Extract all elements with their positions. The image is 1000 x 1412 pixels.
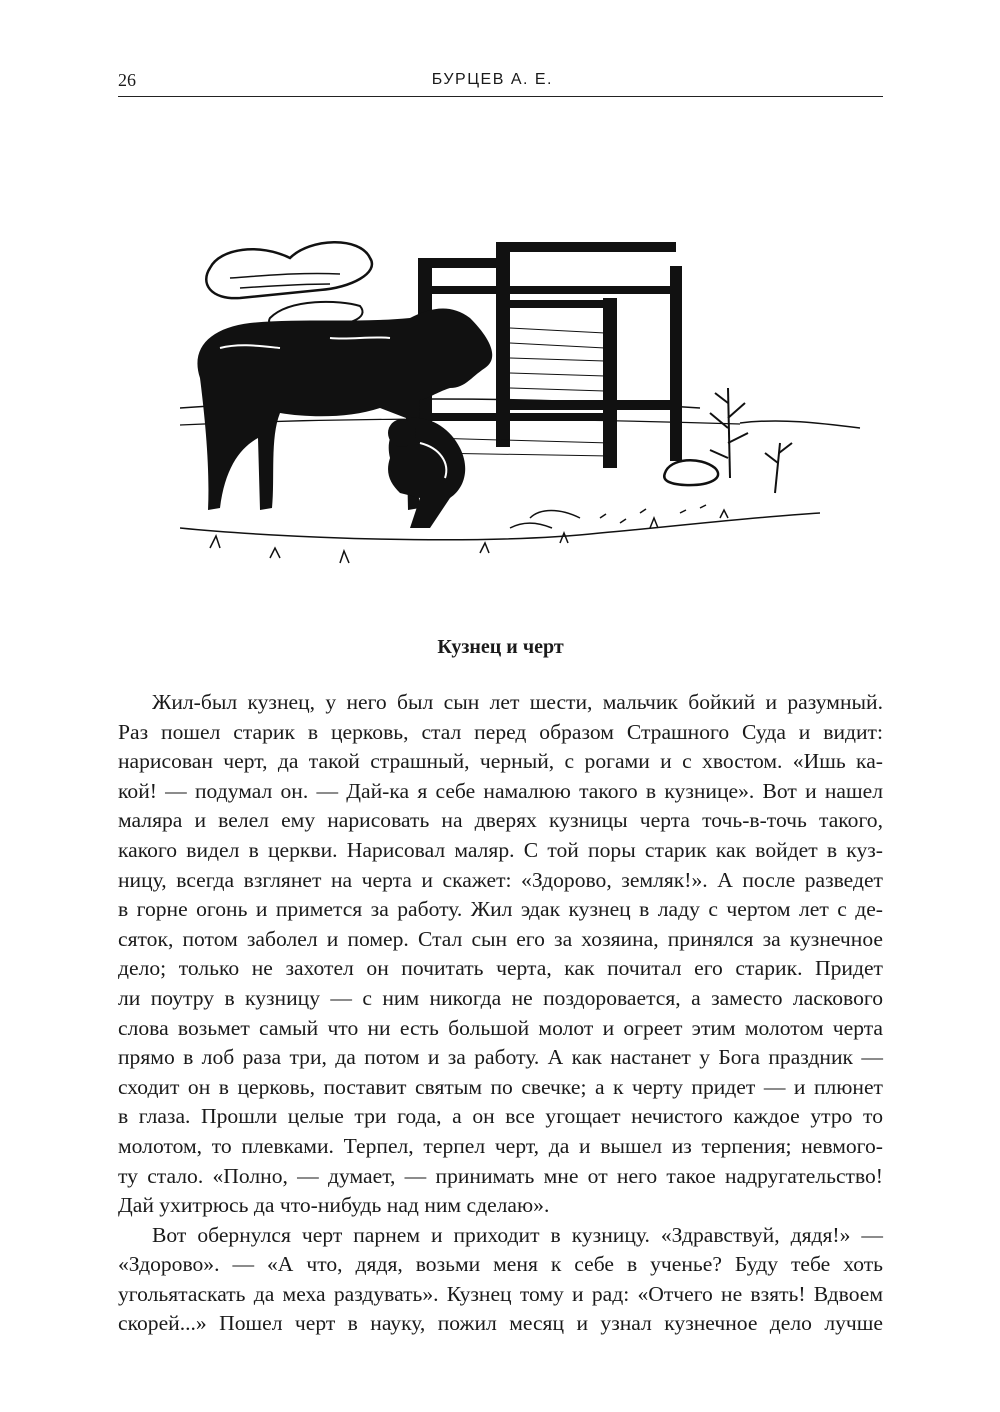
text-line: скорей...» Пошел черт в науку, пожил месяц и узнал кузнечное дело лучше (118, 1311, 883, 1336)
text-line: прямо в лоб раза три, да потом и за работу. А как настанет у Бога праздник — (118, 1045, 883, 1070)
text-line: кой! — подумал он. — Дай-ка я себе намалюю такого в кузнице». Вот и нашел (118, 778, 883, 803)
paragraph-1 (118, 688, 883, 1221)
text-line: ли поутру в кузницу — с ним никогда не поздоровается, а заместо ласкового (118, 985, 883, 1010)
text-line: Раз пошел старик в церковь, стал перед образом Страшного Суда и видит: (118, 719, 883, 744)
story-title: Кузнец и черт (437, 636, 564, 658)
page-header (118, 70, 883, 97)
text-line: в глаза. Прошли целые три года, а он все угощает нечистого каждое утро то (118, 1104, 883, 1129)
paragraph-2 (118, 1221, 883, 1339)
text-line: Жил-был кузнец, у него был сын лет шести, мальчик бойкий и разумный. (152, 690, 883, 714)
text-line: в горне огонь и примется за работу. Жил эдак кузнец в ладу с чертом лет с де- (118, 897, 883, 922)
text-line: нарисован черт, да такой страшный, черный, с рогами и с хвостом. «Ишь ка- (118, 749, 883, 774)
story-body (118, 688, 883, 1339)
page-number: 26 (118, 70, 136, 90)
text-line: молотом, то плевками. Терпел, терпел черт, да и вышел из терпения; невмого- (118, 1133, 883, 1158)
text-line: какого видел в церкви. Нарисовал маляр. С той поры старик как войдет в куз- (118, 837, 883, 862)
text-line: ту стало. «Полно, — думает, — принимать мне от него такое надругательство! (118, 1163, 883, 1188)
text-line: угольятаскать да меха раздувать». Кузнец тому и рад: «Отчего не взять! Вдвоем (118, 1281, 883, 1306)
text-line: Дай ухитрюсь да что-нибудь над ним сделаю». (118, 1193, 550, 1218)
text-line: слова возьмет самый что ни есть большой молот и огреет этим молотом черта (118, 1015, 883, 1040)
horse-blacksmith-illustration (180, 228, 900, 588)
text-line: «Здорово». — «А что, дядя, возьми меня к себе в ученье? Буду тебе хоть (118, 1252, 883, 1277)
text-line: маляра и велел ему нарисовать на дверях кузницы черта точь-в-точь такого, (118, 808, 883, 833)
running-head: БУРЦЕВ А. Е. (431, 71, 553, 88)
text-line: сяток, потом заболел и помер. Стал сын его за хозяина, принялся за кузнечное (118, 926, 883, 951)
text-line: Вот обернулся черт парнем и приходит в кузницу. «Здравствуй, дядя!» — (152, 1222, 883, 1247)
text-line: сходит он в церковь, поставит святым по свечке; а к черту придет — и плюнет (118, 1074, 883, 1099)
text-line: ницу, всегда взглянет на черта и скажет: «Здорово, земляк!». А после разведет (118, 867, 883, 892)
text-line: дело; только не захотел он почитать черта, как почитал его старик. Придет (118, 956, 883, 981)
